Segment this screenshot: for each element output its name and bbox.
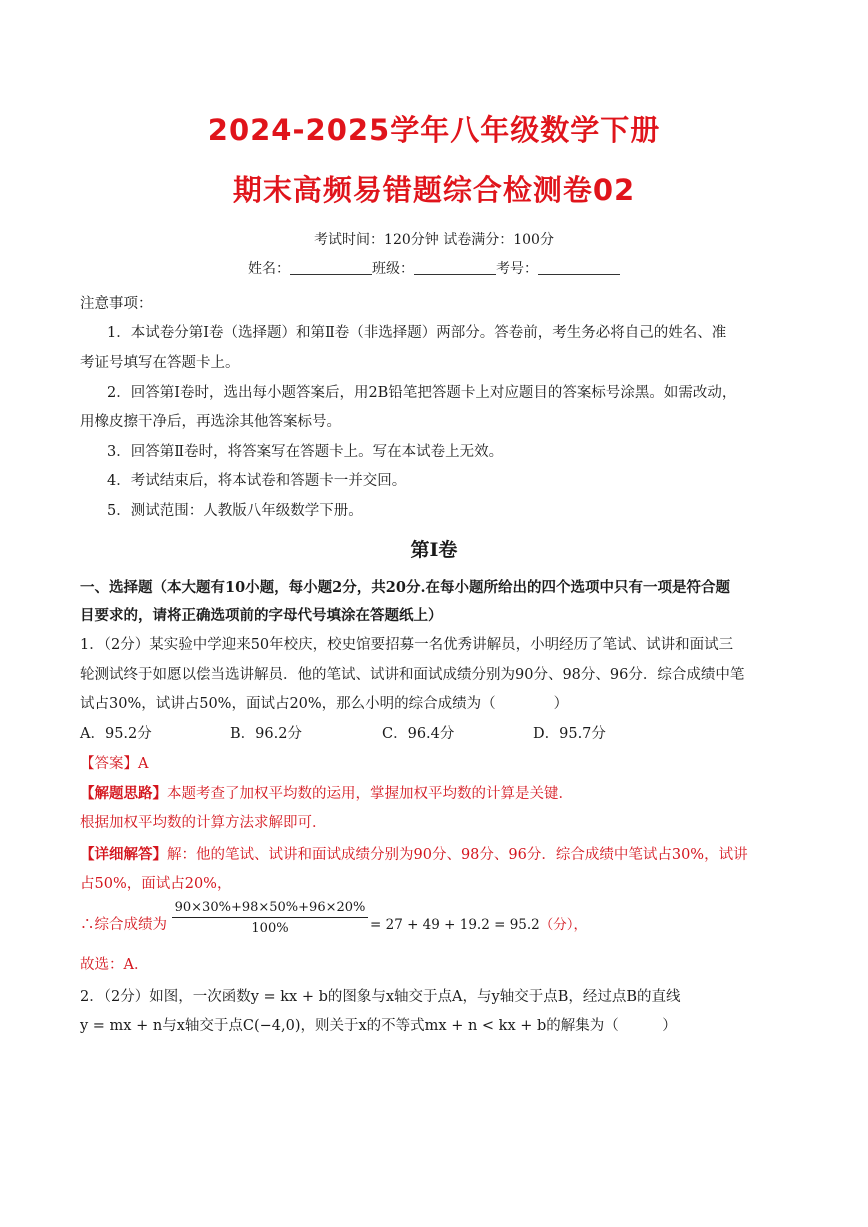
exam-info: 考试时间：120分钟 试卷满分：100分	[314, 232, 554, 248]
q1-option-a: A．95.2分	[80, 726, 152, 742]
calc-result	[370, 913, 587, 933]
exam-title-line1: 2024-2025学年八年级数学下册	[207, 113, 661, 147]
notes-heading: 注意事项：	[80, 296, 153, 312]
section-intro-1: 一、选择题（本大题有10小题，每小题2分，共20分.在每小题所给出的四个选项中只有一项是符合题	[80, 579, 730, 596]
note-1b: 考证号填写在答题卡上。	[80, 355, 240, 371]
detail-tag: 【详细解答】	[80, 846, 167, 863]
note-2b: 用橡皮擦干净后，再选涂其他答案标号。	[80, 414, 341, 430]
q1-line1: 1．（2分）某实验中学迎来50年校庆，校史馆要招募一名优秀讲解员，小明经历了笔试、试讲和面试三	[80, 637, 734, 653]
q1-option-d: D．95.7分	[533, 726, 606, 742]
q1-approach-line2: 根据加权平均数的计算方法求解即可．	[80, 815, 327, 831]
q2-line2: y = mx + n与x轴交于点C(−4,0)，则关于x的不等式mx + n < kx + b的解集为（ ）	[80, 1018, 677, 1034]
class-label: 班级：	[372, 261, 414, 277]
detail-text: 解：他的笔试、试讲和面试成绩分别为90分、98分、96分．综合成绩中笔试占30%，试讲	[167, 847, 748, 863]
calc-equation: = 27 + 49 + 19.2 = 95.2	[370, 917, 540, 933]
class-blank	[414, 260, 496, 275]
student-info-row	[0, 258, 868, 278]
note-4: 4．考试结束后，将本试卷和答题卡一并交回。	[107, 473, 407, 489]
calc-prefix: ∴综合成绩为	[80, 917, 167, 933]
note-3: 3．回答第Ⅱ卷时，将答案写在答题卡上。写在本试卷上无效。	[107, 444, 504, 460]
section-intro-2: 目要求的，请将正确选项前的字母代号填涂在答题纸上）	[80, 607, 443, 624]
note-5: 5．测试范围：人教版八年级数学下册。	[107, 503, 363, 519]
calc-denominator: 100%	[251, 921, 289, 936]
q1-option-b: B．96.2分	[230, 726, 302, 742]
q1-line3: 试占30%，试讲占50%，面试占20%，那么小明的综合成绩为（ ）	[80, 696, 569, 712]
note-2a: 2．回答第Ⅰ卷时，选出每小题答案后，用2B铅笔把答题卡上对应题目的答案标号涂黑。如需改动，	[107, 385, 737, 401]
id-blank	[538, 260, 620, 275]
id-label: 考号：	[496, 261, 538, 277]
q1-detail-line2: 占50%，面试占20%，	[80, 876, 232, 892]
calc-numerator: 90×30%+98×50%+96×20%	[172, 900, 368, 918]
approach-text: 本题考查了加权平均数的运用，掌握加权平均数的计算是关键．	[167, 786, 573, 802]
calc-fraction	[172, 900, 368, 936]
exam-title-line2: 期末高频易错题综合检测卷02	[232, 173, 636, 207]
calc-unit: （分），	[539, 917, 588, 933]
q1-approach	[80, 782, 573, 803]
note-1a: 1．本试卷分第Ⅰ卷（选择题）和第Ⅱ卷（非选择题）两部分。答卷前，考生务必将自己的姓名、准	[107, 325, 727, 341]
q1-answer: 【答案】A	[80, 756, 149, 772]
q1-detail	[80, 843, 748, 864]
section-title: 第Ⅰ卷	[410, 539, 458, 561]
q1-line2: 轮测试终于如愿以偿当选讲解员．他的笔试、试讲和面试成绩分别为90分、98分、96分．综合成绩中笔	[80, 667, 745, 683]
name-label: 姓名：	[248, 261, 290, 277]
q2-line1: 2．（2分）如图，一次函数y = kx + b的图象与x轴交于点A，与y轴交于点B，经过点B的直线	[80, 989, 681, 1005]
q1-option-c: C．96.4分	[382, 726, 455, 742]
q1-conclusion: 故选：A．	[80, 957, 149, 973]
approach-tag: 【解题思路】	[80, 785, 167, 802]
name-blank	[290, 260, 372, 275]
